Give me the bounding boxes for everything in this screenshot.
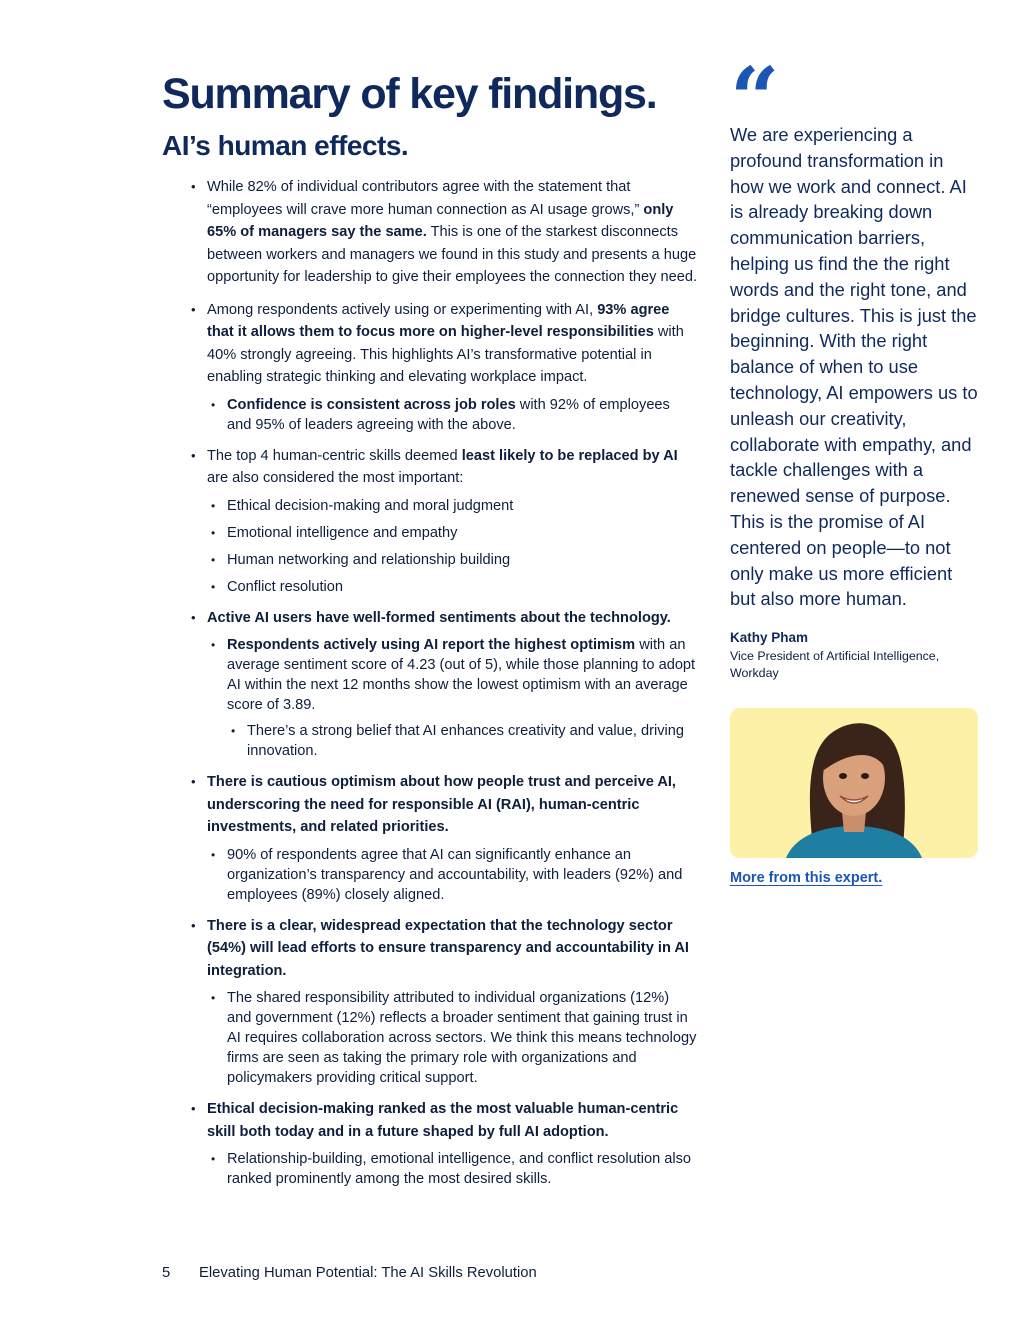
page-footer bbox=[162, 1265, 537, 1281]
sub-list bbox=[207, 395, 697, 435]
sub-item: • Human networking and relationship building bbox=[207, 550, 697, 570]
finding-item-4: • Active AI users have well-formed sentiments about the technology. • Respondents actively using AI report the highest optimism with an average sentiment score of 4.23 (out of 5), while those planning to adopt AI within the next 12 months show the lowest optimism with an average score of 3.89. • There’s a strong belief that AI enhances creativity and value, driving innovation. bbox=[162, 607, 697, 762]
section-title: AI’s human effects. bbox=[162, 130, 409, 161]
page-title: Summary of key findings. bbox=[162, 70, 657, 118]
main-column bbox=[162, 70, 697, 1199]
page-number: 5 bbox=[162, 1265, 171, 1281]
quote-sidebar bbox=[730, 49, 982, 887]
sub-list bbox=[207, 845, 697, 905]
finding-item-7: • Ethical decision-making ranked as the most valuable human-centric skill both today and in a future shaped by full AI adoption. • Relationship-building, emotional intelligence, and conflict resolution also ranked prominently among the most desired skills. bbox=[162, 1098, 697, 1189]
sub-item: • 90% of respondents agree that AI can significantly enhance an organization’s transparency and accountability, with leaders (92%) and employees (89%) closely aligned. bbox=[207, 845, 697, 905]
finding-item-1: • While 82% of individual contributors agree with the statement that “employees will crave more human connection as AI usage grows,” only 65% of managers say the same. This is one of the starkest disconnects between workers and managers we found in this study and presents a huge opportunity for leadership to give their employees the connection they need. bbox=[162, 176, 697, 289]
quote-author-role: Vice President of Artificial Intelligence, Workday bbox=[730, 649, 940, 681]
more-from-expert-link[interactable]: More from this expert. bbox=[730, 870, 883, 887]
quote-mark-icon: “ bbox=[730, 49, 780, 150]
sub-item: • Respondents actively using AI report the highest optimism with an average sentiment score of 4.23 (out of 5), while those planning to adopt AI within the next 12 months show the lowest optimism with an average score of 3.89. • There’s a strong belief that AI enhances creativity and value, driving innovation. bbox=[207, 635, 697, 761]
sub-item: • Relationship-building, emotional intelligence, and conflict resolution also ranked prominently among the most desired skills. bbox=[207, 1149, 697, 1189]
sub-item: • Conflict resolution bbox=[207, 577, 697, 597]
sub-list bbox=[207, 1149, 697, 1189]
finding-item-2: • Among respondents actively using or experimenting with AI, 93% agree that it allows them to focus more on higher-level responsibilities with 40% strongly agreeing. This highlights AI’s transformative potential in enabling strategic thinking and elevating workplace impact. • Confidence is consistent across job roles with 92% of employees and 95% of leaders agreeing with the above. bbox=[162, 299, 697, 435]
finding-item-6: • There is a clear, widespread expectation that the technology sector (54%) will lead efforts to ensure transparency and accountability in AI integration. • The shared responsibility attributed to individual organizations (12%) and government (12%) reflects a broader sentiment that gaining trust in AI requires collaboration across sectors. We think this means technology firms are seen as taking the primary role with organizations and policymakers providing critical support. bbox=[162, 915, 697, 1089]
sub-item: • Ethical decision-making and moral judgment bbox=[207, 496, 697, 516]
findings-list bbox=[162, 176, 697, 1189]
sub-sub-list bbox=[227, 721, 697, 761]
sub-sub-item: • There’s a strong belief that AI enhances creativity and value, driving innovation. bbox=[227, 721, 697, 761]
finding-item-5: • There is cautious optimism about how people trust and perceive AI, underscoring the need for responsible AI (RAI), human-centric investments, and related priorities. • 90% of respondents agree that AI can significantly enhance an organization’s transparency and accountability, with leaders (92%) and employees (89%) closely aligned. bbox=[162, 771, 697, 905]
quote-author: Kathy Pham bbox=[730, 630, 809, 646]
document-title: Elevating Human Potential: The AI Skills Revolution bbox=[199, 1265, 537, 1281]
pull-quote: We are experiencing a profound transformation in how we work and connect. AI is already breaking down communication barriers, helping us find the the right words and the right tone, and bridge cultures. This is just the beginning. With the right balance of when to use technology, AI empowers us to unleash our creativity, collaborate with empathy, and tackle challenges with a renewed sense of purpose. This is the promise of AI centered on people—to not only make us more efficient but also more human. bbox=[730, 124, 978, 610]
sub-list bbox=[207, 988, 697, 1088]
sub-item: • Confidence is consistent across job roles with 92% of employees and 95% of leaders agreeing with the above. bbox=[207, 395, 697, 435]
sub-item: • Emotional intelligence and empathy bbox=[207, 523, 697, 543]
sub-item: • The shared responsibility attributed to individual organizations (12%) and government (12%) reflects a broader sentiment that gaining trust in AI requires collaboration across sectors. We think this means technology firms are seen as taking the primary role with organizations and policymakers providing critical support. bbox=[207, 988, 697, 1088]
portrait-illustration bbox=[730, 708, 978, 858]
author-photo bbox=[730, 708, 978, 858]
sub-list bbox=[207, 496, 697, 597]
finding-item-3: • The top 4 human-centric skills deemed least likely to be replaced by AI are also considered the most important: • Ethical decision-making and moral judgment • Emotional intelligence and empathy • Human networking and relationship building • Conflict resolution bbox=[162, 445, 697, 597]
sub-list bbox=[207, 635, 697, 761]
